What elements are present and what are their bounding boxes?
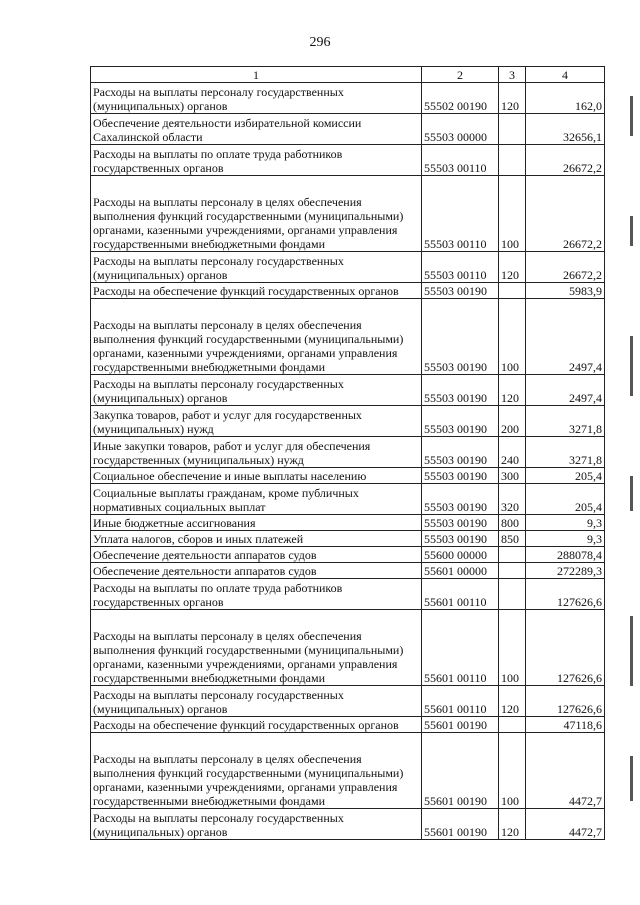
row-code: 55601 00190 [422,717,499,733]
row-code: 55503 00190 [422,531,499,547]
row-sum: 162,0 [526,83,605,114]
row-name: Расходы на выплаты персоналу в целях обеспечения выполнения функций государственными (муниципальными) органами, казенными учреждениями, органами управления государственными внебюджетными фондами [91,176,422,252]
row-name: Расходы на обеспечение функций государственных органов [91,717,422,733]
table-row [91,145,605,176]
row-sum: 26672,2 [526,176,605,252]
row-name: Обеспечение деятельности избирательной комиссии Сахалинской области [91,114,422,145]
row-sum: 26672,2 [526,252,605,283]
header-row [91,67,605,83]
row-type: 800 [499,515,526,531]
row-name: Иные закупки товаров, работ и услуг для обеспечения государственных (муниципальных) нужд [91,437,422,468]
row-name: Расходы на выплаты персоналу в целях обеспечения выполнения функций государственными (муниципальными) органами, казенными учреждениями, органами управления государственными внебюджетными фондами [91,299,422,375]
row-sum: 2497,4 [526,375,605,406]
row-code: 55601 00190 [422,809,499,840]
row-type [499,547,526,563]
row-code: 55503 00190 [422,375,499,406]
row-name: Иные бюджетные ассигнования [91,515,422,531]
row-name: Расходы на выплаты персоналу государственных (муниципальных) органов [91,686,422,717]
row-type: 120 [499,252,526,283]
row-code: 55601 00110 [422,610,499,686]
row-code: 55503 00110 [422,252,499,283]
row-name: Обеспечение деятельности аппаратов судов [91,563,422,579]
page-number: 296 [309,35,331,50]
row-code: 55503 00110 [422,176,499,252]
row-name: Закупка товаров, работ и услуг для государственных (муниципальных) нужд [91,406,422,437]
row-code: 55503 00190 [422,515,499,531]
header-cell: 3 [499,67,526,83]
header-cell: 2 [422,67,499,83]
row-code: 55503 00000 [422,114,499,145]
row-type: 850 [499,531,526,547]
row-code: 55601 00190 [422,733,499,809]
row-type: 100 [499,176,526,252]
row-code: 55502 00190 [422,83,499,114]
row-code: 55601 00110 [422,579,499,610]
row-name: Обеспечение деятельности аппаратов судов [91,547,422,563]
row-name: Расходы на выплаты персоналу государственных (муниципальных) органов [91,375,422,406]
table-row [91,176,605,252]
row-sum: 272289,3 [526,563,605,579]
row-type [499,579,526,610]
row-sum: 127626,6 [526,579,605,610]
row-type [499,717,526,733]
table-row [91,83,605,114]
table-row [91,375,605,406]
table-row [91,563,605,579]
row-sum: 127626,6 [526,686,605,717]
row-sum: 47118,6 [526,717,605,733]
row-code: 55503 00190 [422,484,499,515]
row-code: 55601 00000 [422,563,499,579]
table-row [91,468,605,484]
row-sum: 205,4 [526,484,605,515]
row-sum: 4472,7 [526,733,605,809]
row-code: 55601 00110 [422,686,499,717]
row-sum: 9,3 [526,531,605,547]
header-cell: 1 [91,67,422,83]
row-name: Расходы на выплаты персоналу в целях обеспечения выполнения функций государственными (муниципальными) органами, казенными учреждениями, органами управления государственными внебюджетными фондами [91,733,422,809]
row-name: Расходы на выплаты персоналу государственных (муниципальных) органов [91,809,422,840]
table-row [91,531,605,547]
row-type: 300 [499,468,526,484]
row-sum: 4472,7 [526,809,605,840]
row-name: Расходы на выплаты персоналу государственных (муниципальных) органов [91,252,422,283]
row-sum: 3271,8 [526,437,605,468]
table-row [91,114,605,145]
row-sum: 5983,9 [526,283,605,299]
row-type: 100 [499,610,526,686]
row-type: 200 [499,406,526,437]
row-name: Социальное обеспечение и иные выплаты населению [91,468,422,484]
table-row [91,484,605,515]
row-type [499,283,526,299]
row-name: Расходы на выплаты персоналу государственных (муниципальных) органов [91,83,422,114]
budget-table [90,66,605,840]
table-row [91,252,605,283]
row-sum: 127626,6 [526,610,605,686]
row-type: 240 [499,437,526,468]
row-code: 55503 00190 [422,299,499,375]
row-type [499,145,526,176]
table-row [91,610,605,686]
row-type: 100 [499,733,526,809]
table-row [91,579,605,610]
row-sum: 3271,8 [526,406,605,437]
row-type: 320 [499,484,526,515]
row-name: Расходы на выплаты по оплате труда работников государственных органов [91,579,422,610]
row-name: Расходы на выплаты персоналу в целях обеспечения выполнения функций государственными (муниципальными) органами, казенными учреждениями, органами управления государственными внебюджетными фондами [91,610,422,686]
header-cell: 4 [526,67,605,83]
row-type [499,114,526,145]
row-code: 55503 00190 [422,406,499,437]
row-type: 120 [499,686,526,717]
row-name: Расходы на выплаты по оплате труда работников государственных органов [91,145,422,176]
row-sum: 2497,4 [526,299,605,375]
row-type: 100 [499,299,526,375]
row-sum: 9,3 [526,515,605,531]
table-row [91,299,605,375]
row-code: 55503 00190 [422,283,499,299]
table-row [91,515,605,531]
table-row [91,437,605,468]
row-type [499,563,526,579]
row-type: 120 [499,375,526,406]
row-code: 55503 00190 [422,437,499,468]
table-row [91,283,605,299]
table-row [91,809,605,840]
row-type: 120 [499,83,526,114]
row-sum: 32656,1 [526,114,605,145]
row-sum: 205,4 [526,468,605,484]
row-code: 55503 00190 [422,468,499,484]
row-name: Социальные выплаты гражданам, кроме публичных нормативных социальных выплат [91,484,422,515]
row-name: Уплата налогов, сборов и иных платежей [91,531,422,547]
scan-edge-marks [626,96,640,856]
row-code: 55600 00000 [422,547,499,563]
table-row [91,547,605,563]
table-row [91,406,605,437]
row-sum: 26672,2 [526,145,605,176]
table-row [91,686,605,717]
row-code: 55503 00110 [422,145,499,176]
table-row [91,733,605,809]
row-name: Расходы на обеспечение функций государственных органов [91,283,422,299]
row-sum: 288078,4 [526,547,605,563]
row-type: 120 [499,809,526,840]
table-row [91,717,605,733]
